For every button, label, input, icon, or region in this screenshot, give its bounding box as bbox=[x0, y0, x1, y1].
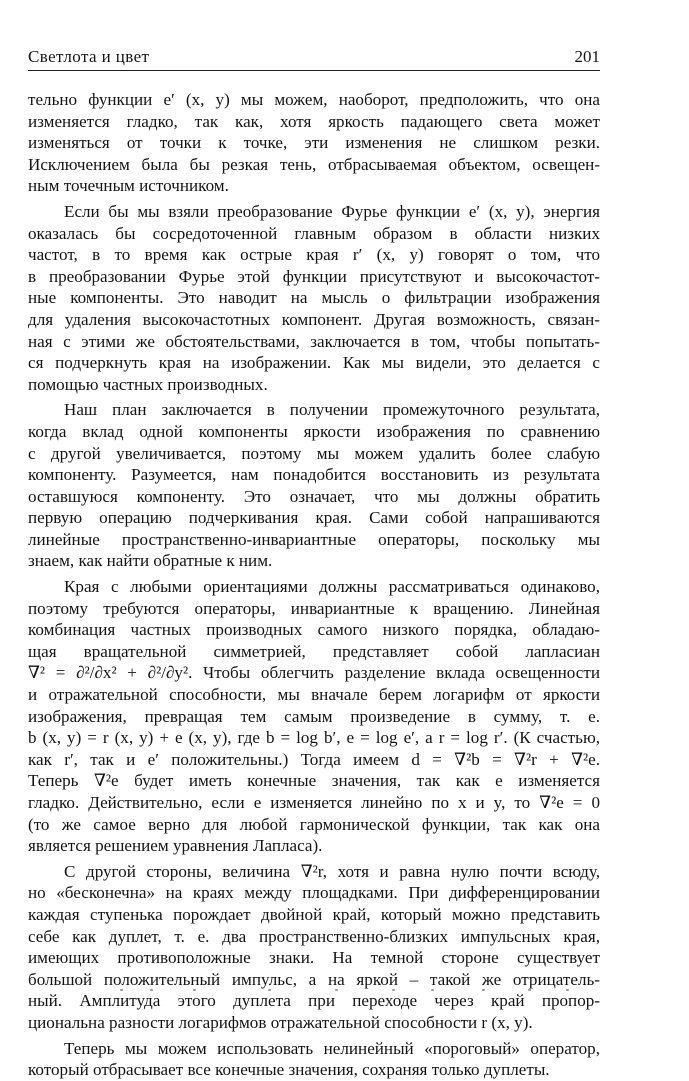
scan-specks bbox=[0, 985, 689, 997]
text-line: как r′, так и e′ положительны.) Тогда имеем d = ∇²b = ∇²r + ∇²e. bbox=[28, 749, 600, 769]
body-text bbox=[28, 89, 600, 1081]
text-line: Исключением была бы резкая тень, отбрасываемая объектом, освещен- bbox=[28, 154, 600, 174]
text-line: изображения, превращая тем самым произведение в сумму, т. е. bbox=[28, 706, 600, 726]
text-line: себе как дуплет, т. е. два пространственно-близких импульсных края, bbox=[28, 926, 600, 946]
text-line: ная с этими же обстоятельствами, заключается в том, чтобы попытать- bbox=[28, 331, 600, 351]
text-line: каждая ступенька порождает двойной край, который можно представить bbox=[28, 904, 600, 924]
text-line: является решением уравнения Лапласа). bbox=[28, 836, 323, 856]
text-line: ся подчеркнуть края на изображении. Как мы видели, это делается с bbox=[28, 353, 600, 373]
text-line: знаем, как найти обратные к ним. bbox=[28, 551, 273, 571]
text-line: Теперь мы можем использовать нелинейный «пороговый» оператор, bbox=[64, 1038, 600, 1058]
text-line: помощью частных производных. bbox=[28, 374, 268, 394]
paragraph bbox=[28, 1038, 600, 1081]
text-line: изменяться от точки к точке, эти изменения не слишком резки. bbox=[28, 133, 600, 153]
text-line: в преобразовании Фурье этой функции присутствуют и высокочастот- bbox=[28, 266, 600, 286]
text-line: Если бы мы взяли преобразование Фурье функции e′ (x, y), энергия bbox=[64, 201, 600, 221]
text-line: ным точечным источником. bbox=[28, 176, 229, 196]
text-line: Наш план заключается в получении промежуточного результата, bbox=[64, 400, 600, 420]
text-line: С другой стороны, величина ∇²r, хотя и равна нулю почти всюду, bbox=[64, 861, 600, 881]
text-line: (то же самое верно для любой гармонической функции, так как она bbox=[28, 814, 600, 834]
paragraph bbox=[28, 861, 600, 1034]
text-line: ные компоненты. Это наводит на мысль о фильтрации изображения bbox=[28, 288, 600, 308]
text-line: оказалась бы сосредоточенной главным образом в области низких bbox=[28, 223, 600, 243]
text-line: Края с любыми ориентациями должны рассматриваться одинаково, bbox=[64, 577, 600, 597]
text-line: частот, в то время как острые края r′ (x, y) говорят о том, что bbox=[28, 245, 600, 265]
text-line: комбинация частных производных самого низкого порядка, обладаю- bbox=[28, 620, 600, 640]
running-header bbox=[28, 44, 600, 71]
text-line: оставшуюся компоненту. Это означает, что мы должны обратить bbox=[28, 486, 600, 506]
text-line: тельно функции e′ (x, y) мы можем, наоборот, предположить, что она bbox=[28, 90, 600, 109]
paragraph bbox=[28, 89, 600, 197]
text-line: но «бесконечна» на краях между площадками. При дифференцировании bbox=[28, 883, 600, 903]
text-line: поэтому требуются операторы, инвариантные к вращению. Линейная bbox=[28, 598, 600, 618]
text-line: когда вклад одной компоненты яркости изображения по сравнению bbox=[28, 421, 600, 441]
page-number: 201 bbox=[574, 47, 600, 66]
paragraph bbox=[28, 576, 600, 857]
text-line: большой положительный импульс, а на яркой – такой же отрицатель- bbox=[28, 969, 600, 989]
text-line: для удаления высокочастотных компонент. Другая возможность, связан- bbox=[28, 309, 600, 329]
paragraph bbox=[28, 201, 600, 395]
text-line: Теперь ∇²e будет иметь конечные значения, так как e изменяется bbox=[28, 771, 600, 791]
text-line: имеющих противоположные знаки. На темной стороне существует bbox=[28, 948, 600, 968]
text-line: ный. Амплитуда этого дуплета при переходе через край пропор- bbox=[28, 991, 600, 1011]
text-line: первую операцию подчеркивания края. Сами собой напрашиваются bbox=[28, 508, 600, 528]
text-line: компоненту. Разумеется, нам понадобится восстановить из результата bbox=[28, 465, 600, 485]
text-line: гладко. Действительно, если e изменяется линейно по x и y, то ∇²e = 0 bbox=[28, 793, 600, 812]
text-line: изменяется гладко, так как, хотя яркость падающего света может bbox=[28, 111, 600, 131]
text-line: щая вращательной симметрией, представляет собой лапласиан bbox=[28, 641, 600, 661]
text-line: ∇² = ∂²/∂x² + ∂²/∂y². Чтобы облегчить разделение вклада освещенности bbox=[28, 663, 600, 683]
text-line: линейные пространственно-инвариантные операторы, поскольку мы bbox=[28, 529, 600, 549]
text-line: и отражательной способности, мы вначале берем логарифм от яркости bbox=[28, 685, 600, 705]
text-line: который отбрасывает все конечные значения, сохраняя только дуплеты. bbox=[28, 1060, 550, 1080]
running-title: Светлота и цвет bbox=[28, 47, 150, 66]
paragraph bbox=[28, 399, 600, 572]
text-line: с другой увеличивается, поэтому мы можем удалить более слабую bbox=[28, 443, 600, 463]
text-line: циональна разности логарифмов отражательной способности r (x, y). bbox=[28, 1012, 533, 1032]
text-line: b (x, y) = r (x, y) + e (x, y), где b = log b′, e = log e′, а r = log r′. (К счастью, bbox=[28, 728, 600, 748]
